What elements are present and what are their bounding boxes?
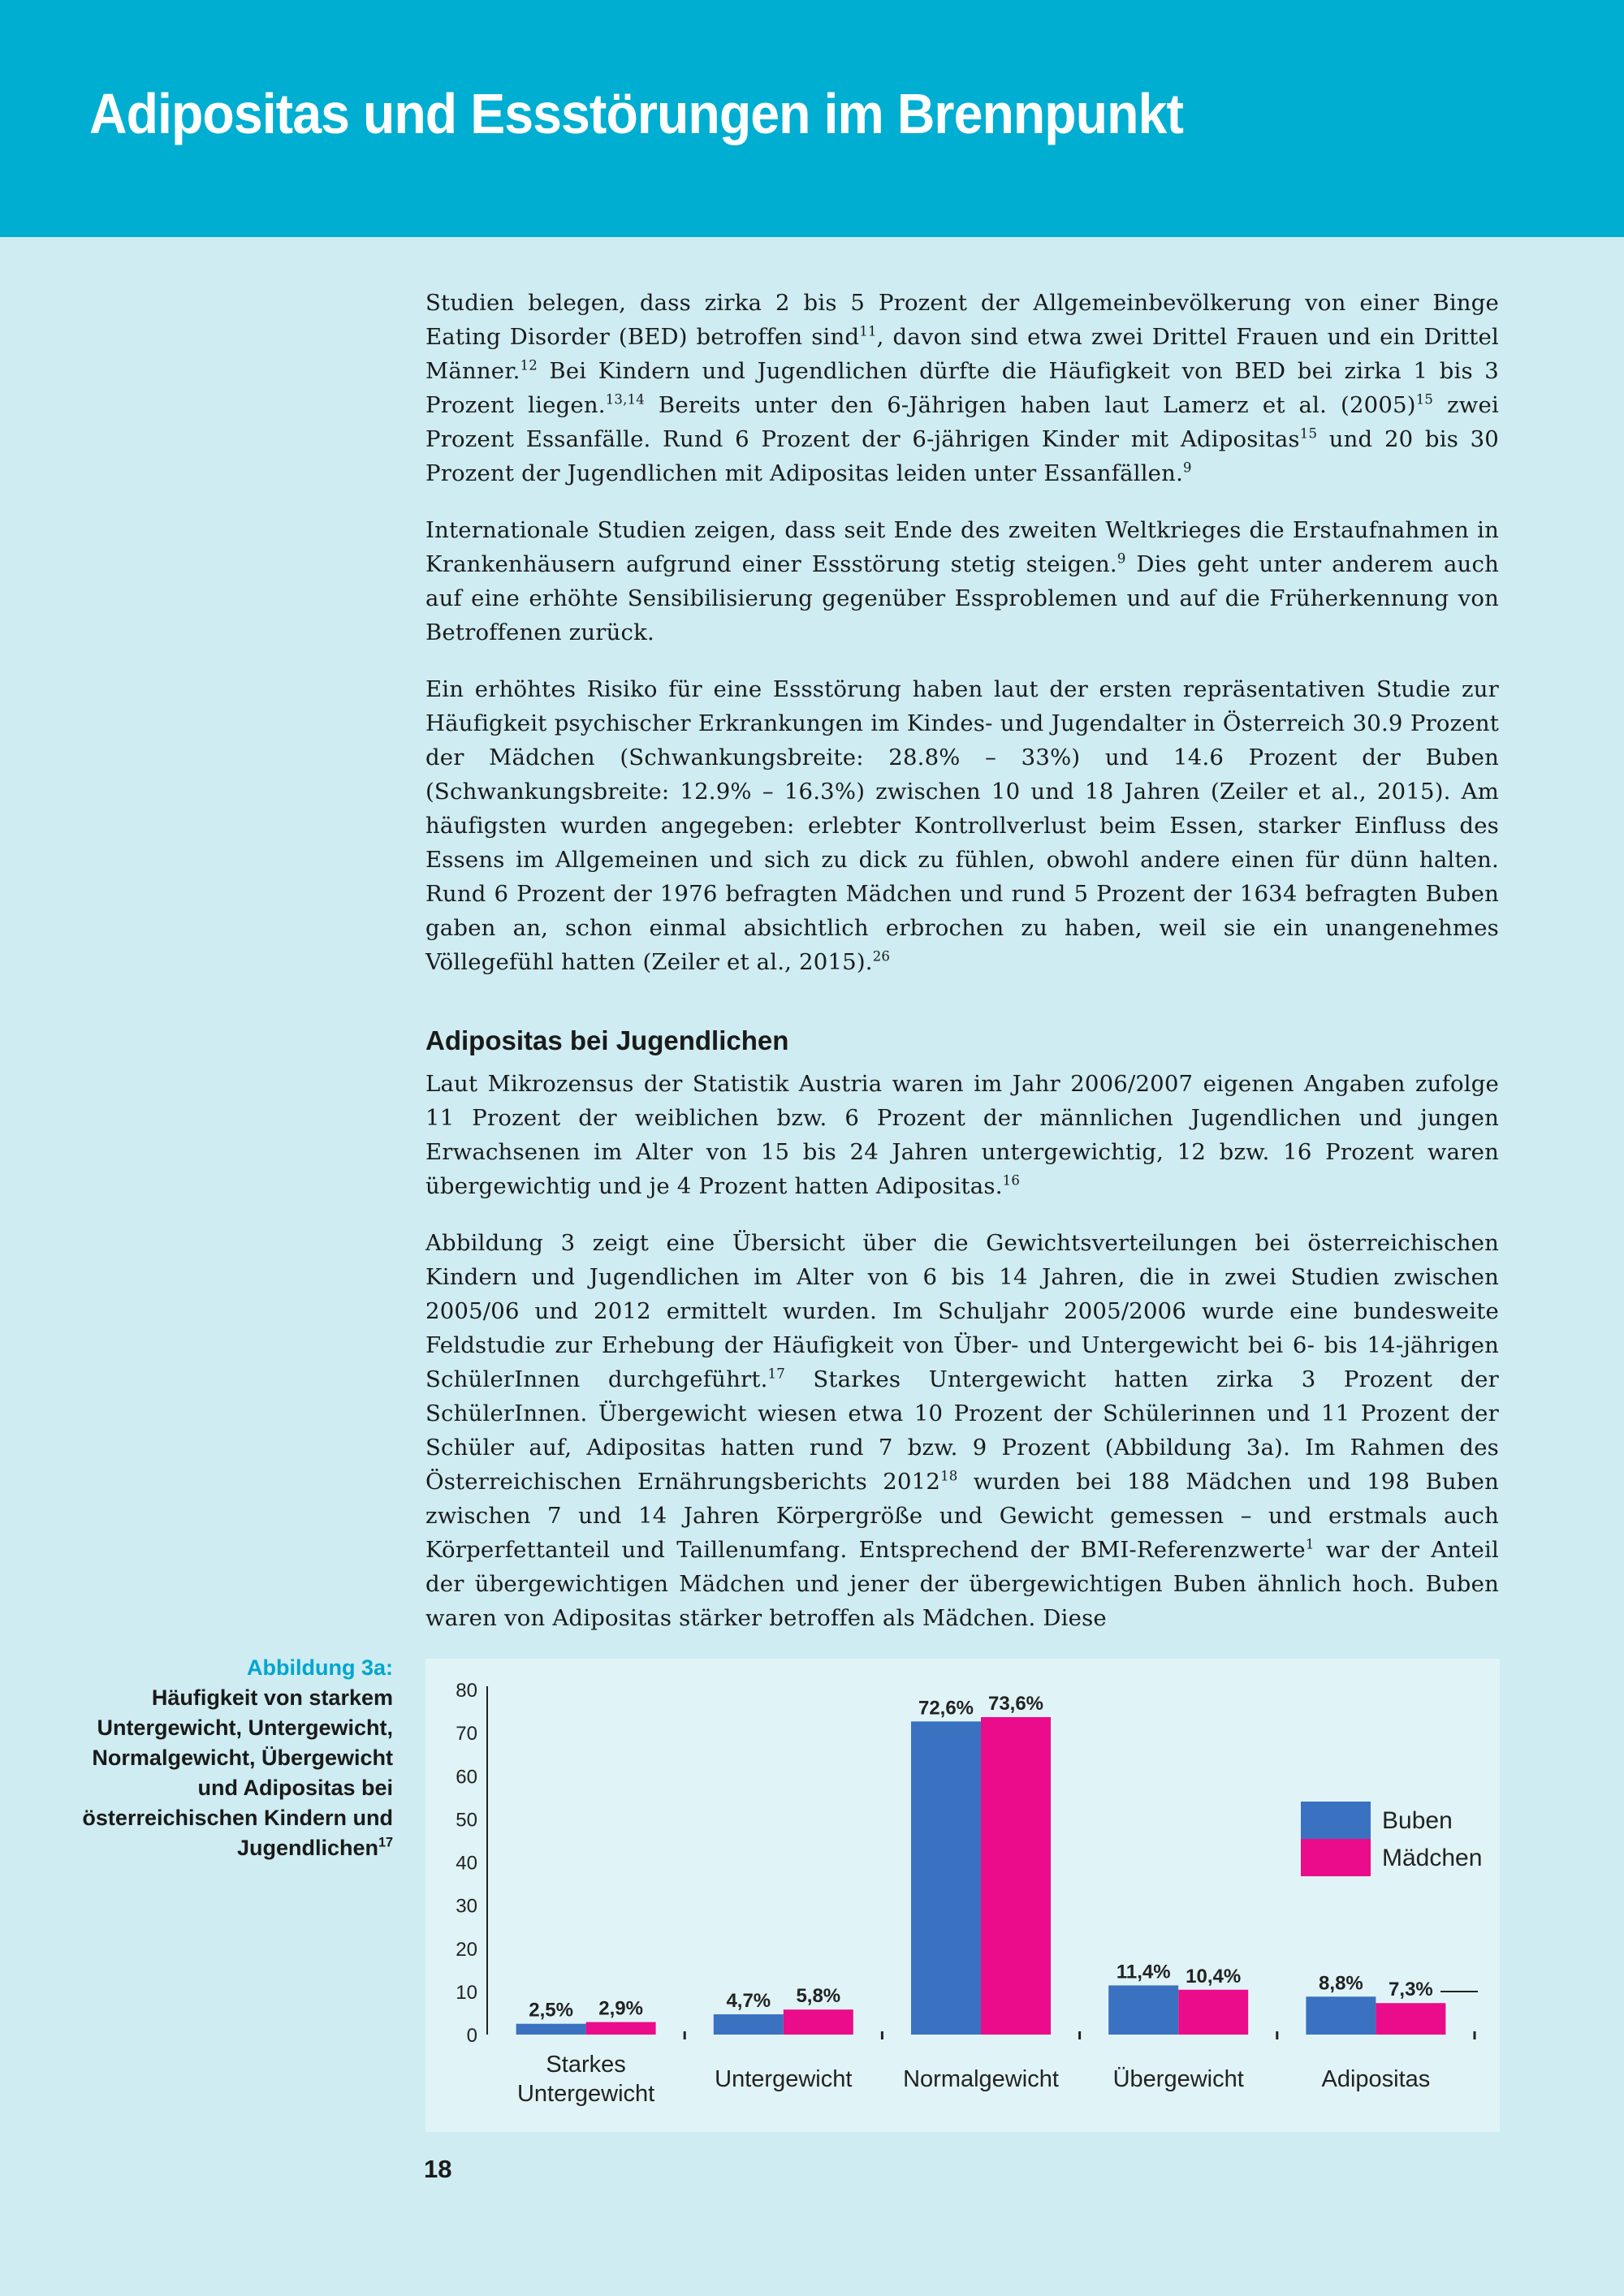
data-label: 73,6% [987, 1693, 1044, 1715]
y-tick-label: 0 [466, 2025, 477, 2047]
bar-mädchen [586, 2022, 656, 2035]
x-category-label: Adipositas [1321, 2066, 1431, 2092]
page-title: Adipositas und Essstörungen im Brennpunkt [89, 82, 1183, 145]
bar-mädchen [784, 2009, 853, 2035]
data-label: 4,7% [726, 1990, 771, 2013]
data-label: 7,3% [1389, 1979, 1433, 2001]
paragraph-3: Ein erhöhtes Risiko für eine Essstörung haben laut der ersten repräsentativen Studie zur Häufigkeit psychischer Erkrankungen im Kindes- und Jugendalter in Österreich 30.9 Prozent der Mädchen (Schwankungsbreite: 28.8% – 33%) und 14.6 Prozent der Buben (Schwankungsbreite: 12.9% – 16.3%) zwischen 10 und 18 Jahren (Zeiler et al., 2015). Am häufigsten wurden angegeben: erlebter Kontrollverlust beim Essen, starker Einfluss des Essens im Allgemeinen und sich zu dick zu fühlen, obwohl andere einen für dünn halten. Rund 6 Prozent der 1976 befragten Mädchen und rund 5 Prozent der 1634 befragten Buben gaben an, schon einmal absichtlich erbrochen zu haben, weil sie ein unangenehmes Völlegefühl hatten (Zeiler et al., 2015).$^{26}$ [425, 676, 1499, 975]
figure-label: Abbildung 3a: [247, 1655, 393, 1680]
paragraph-2: Internationale Studien zeigen, dass seit Ende des zweiten Weltkrieges die Erstaufnahmen in Krankenhäusern aufgrund einer Essstörung stetig steigen.$^9$ Dies geht unter anderem auch auf eine erhöhte Sensibilisierung gegenüber Essproblemen und auf die Früherkennung von Betroffenen zurück. [425, 517, 1499, 645]
x-category-label: Untergewicht [715, 2066, 853, 2092]
x-category-label: Untergewicht [516, 2081, 655, 2107]
legend-swatch-mädchen [1301, 1839, 1371, 1876]
page-header [0, 0, 1624, 237]
bar-mädchen [1178, 1990, 1248, 2035]
bar-buben [1108, 1985, 1178, 2035]
page-number: 18 [424, 2155, 452, 2183]
data-label: 72,6% [918, 1697, 974, 1720]
bar-buben [911, 1721, 981, 2035]
bar-buben [516, 2024, 586, 2035]
paragraph-5: Abbildung 3 zeigt eine Übersicht über die Gewichtsverteilungen bei österreichischen Kindern und Jugendlichen im Alter von 6 bis 14 Jahren, die in zwei Studien zwischen 2005/06 und 2012 ermittelt wurden. Im Schuljahr 2005/2006 wurde eine bundesweite Feldstudie zur Erhebung der Häufigkeit von Über- und Untergewicht bei 6- bis 14-jährigen SchülerInnen durchgeführt.$^{17}$ Starkes Untergewicht hatten zirka 3 Prozent der SchülerInnen. Übergewicht wiesen etwa 10 Prozent der Schülerinnen und 11 Prozent der Schüler auf, Adipositas hatten rund 7 bzw. 9 Prozent (Abbildung 3a). Im Rahmen des Österreichischen Ernährungsberichts 2012$^{18}$ wurden bei 188 Mädchen und 198 Buben zwischen 7 und 14 Jahren Körpergröße und Gewicht gemessen – und erstmals auch Körperfettanteil und Taillenumfang. Entsprechend der BMI-Referenzwerte$^1$ war der Anteil der übergewichtigen Mädchen und jener der übergewichtigen Buben ähnlich hoch. Buben waren von Adipositas stärker betroffen als Mädchen. Diese [425, 1230, 1499, 1631]
data-label: 10,4% [1186, 1965, 1242, 1987]
data-label: 8,8% [1319, 1972, 1363, 1995]
data-label: 2,9% [598, 1997, 643, 2020]
figure-description: Häufigkeit von starkem Untergewicht, Untergewicht, Normalgewicht, Übergewicht und Adipositas bei österreichischen Kindern und Jugendlichen$^{17}$ [82, 1685, 393, 1860]
bar-mädchen [981, 1717, 1051, 2035]
y-tick-label: 30 [456, 1895, 477, 1918]
legend-label: Mädchen [1382, 1845, 1483, 1871]
paragraph-1: Studien belegen, dass zirka 2 bis 5 Prozent der Allgemeinbevölkerung von einer Binge Eating Disorder (BED) betroffen sind$^{11}$, davon sind etwa zwei Drittel Frauen und ein Drittel Männer.$^{12}$ Bei Kindern und Jugendlichen dürfte die Häufigkeit von BED bei zirka 1 bis 3 Prozent liegen.$^{13,14}$ Bereits unter den 6-Jährigen haben laut Lamerz et al. $(2005)^{15}$ zwei Prozent Essanfälle. Rund 6 Prozent der 6-jährigen Kinder mit Adipositas$^{15}$ und 20 bis 30 Prozent der Jugendlichen mit Adipositas leiden unter Essanfällen.$^9$ [425, 290, 1500, 486]
x-category-label: Übergewicht [1112, 2066, 1244, 2092]
legend-label: Buben [1382, 1807, 1453, 1834]
bar-chart [425, 1659, 1500, 2132]
bar-buben [1306, 1996, 1376, 2035]
legend-swatch-buben [1301, 1802, 1371, 1839]
data-label: 5,8% [796, 1985, 841, 2008]
y-tick-label: 50 [456, 1809, 477, 1832]
chart-canvas [425, 1659, 1500, 2132]
y-tick-label: 70 [456, 1723, 477, 1746]
data-label: 2,5% [529, 1999, 573, 2022]
x-category-label: Starkes [546, 2052, 626, 2078]
y-tick-label: 40 [456, 1852, 477, 1875]
data-label: 11,4% [1116, 1961, 1171, 1983]
bar-buben [714, 2014, 784, 2035]
y-tick-label: 20 [456, 1938, 477, 1961]
body-text [425, 286, 1499, 1658]
y-tick-label: 60 [456, 1766, 477, 1789]
x-category-label: Normalgewicht [903, 2066, 1059, 2092]
section-heading: Adipositas bei Jugendlichen [425, 1025, 789, 1055]
y-tick-label: 10 [456, 1981, 477, 2004]
bar-mädchen [1376, 2003, 1445, 2035]
paragraph-4: Laut Mikrozensus der Statistik Austria waren im Jahr 2006/2007 eigenen Angaben zufolge 11 Prozent der weiblichen bzw. 6 Prozent der männlichen Jugendlichen und jungen Erwachsenen im Alter von 15 bis 24 Jahren untergewichtig, 12 bzw. 16 Prozent waren übergewichtig und je 4 Prozent hatten Adipositas.$^{16}$ [425, 1071, 1499, 1199]
figure-caption [49, 1653, 393, 1863]
y-tick-label: 80 [456, 1680, 477, 1702]
